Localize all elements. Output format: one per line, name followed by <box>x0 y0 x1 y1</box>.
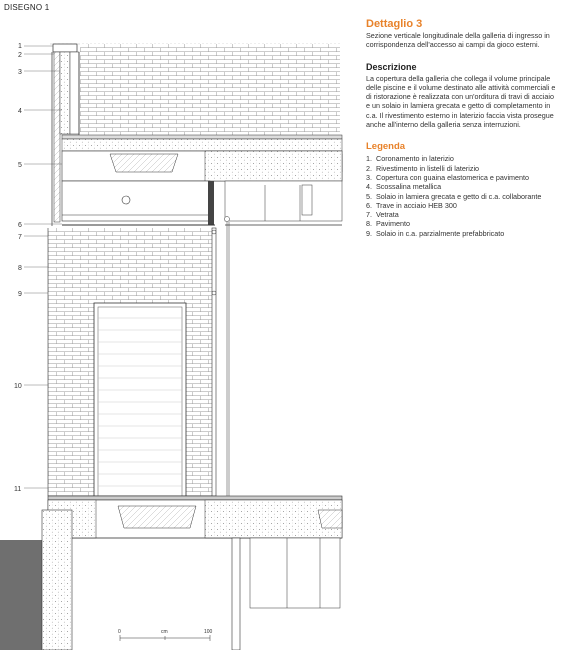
steel-beam-heb300 <box>208 181 214 225</box>
scale-unit: cm <box>161 629 168 635</box>
label-1: 1 <box>18 43 22 50</box>
scale-start: 0 <box>118 629 121 635</box>
door-opening <box>94 303 186 496</box>
scale-bar <box>118 629 213 641</box>
legend-item: 9. Solaio in c.a. parzialmente prefabbricato <box>366 228 505 238</box>
detail-subtitle: Sezione verticale longitudinale della galleria di ingresso in corrispondenza dell'accesso ai campi da gioco esterni. <box>366 31 550 50</box>
legend-item: 2. Rivestimento in listelli di laterizio <box>366 163 480 173</box>
legend-item: 6. Trave in acciaio HEB 300 <box>366 200 457 210</box>
label-9: 9 <box>18 291 22 298</box>
roof-membrane <box>62 135 342 139</box>
description-text: La copertura della galleria che collega il volume principale delle piscine e il volume destinato alle attività commerciali e di ristorazione è realizzata con un'orditura di travi di acciaio e un solaio in lamiera grecata e getto di completamento in c.a. Il rivestimento esterno in laterizio faccia vista prosegue anche all'interno della galleria senza interruzioni. <box>366 73 556 130</box>
detail-title: Dettaglio 3 <box>366 18 423 30</box>
label-6: 6 <box>18 222 22 229</box>
upper-brick-wall <box>80 44 340 136</box>
floor <box>48 496 342 500</box>
label-7: 7 <box>18 234 22 241</box>
legend-item: 3. Copertura con guaina elastomerica e pavimento <box>366 172 530 182</box>
legend-item: 5. Solaio in lamiera grecata e getto di c.a. collaborante <box>366 191 542 201</box>
label-2: 2 <box>18 52 22 59</box>
legend-item: 8. Pavimento <box>366 219 410 229</box>
legend-list <box>366 154 556 238</box>
glazing <box>212 228 216 496</box>
label-11: 11 <box>14 486 22 493</box>
scale-end: 100 <box>204 629 213 635</box>
ground-hatch <box>0 540 42 650</box>
label-4: 4 <box>18 108 22 115</box>
label-5: 5 <box>18 162 22 169</box>
legend-item: 1. Coronamento in laterizio <box>366 154 454 164</box>
description-heading: Descrizione <box>366 61 417 72</box>
text-panel <box>366 18 556 238</box>
label-8: 8 <box>18 265 22 272</box>
label-3: 3 <box>18 69 22 76</box>
legend-item: 4. Scossalina metallica <box>366 182 442 192</box>
label-10: 10 <box>14 383 22 390</box>
page-label: DISEGNO 1 <box>4 3 50 12</box>
legend-item: 7. Vetrata <box>366 210 399 220</box>
legend-heading: Legenda <box>366 141 406 153</box>
roof-slab <box>62 139 342 151</box>
brick-coping <box>53 44 77 52</box>
